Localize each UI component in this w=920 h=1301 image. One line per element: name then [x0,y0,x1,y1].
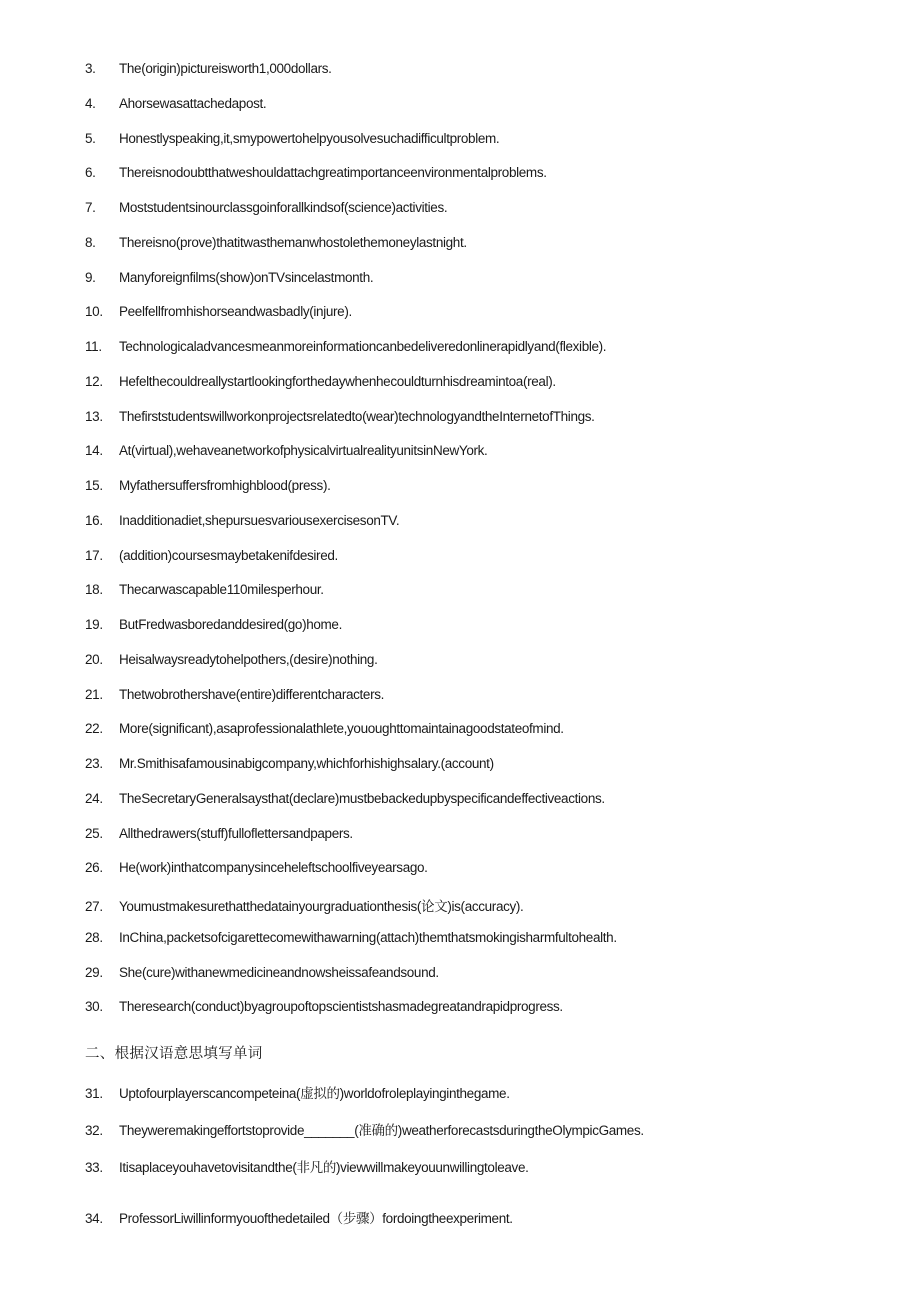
exercise-text: The(origin)pictureisworth1,000dollars. [119,61,332,76]
exercise-item [85,200,447,215]
exercise-text: Thereisno(prove)thatitwasthemanwhostolethemoneylastnight. [119,234,467,250]
exercise-text: Youmustmakesurethatthedatainyourgraduationthesis(论文)is(accuracy). [119,899,524,914]
exercise-number: 16. [85,512,103,528]
exercise-text: Myfathersuffersfromhighblood(press). [119,478,331,493]
exercise-item [85,687,384,702]
exercise-item [85,617,342,632]
exercise-number: 29. [85,964,103,980]
exercise-text: At(virtual),wehaveanetworkofphysicalvirtualrealityunitsinNewYork. [119,443,488,459]
exercise-number: 15. [85,478,103,493]
exercise-text: Itisaplaceyouhavetovisitandthe(非凡的)viewwillmakeyouunwillingtoleave. [119,1160,529,1175]
exercise-text: Hefelthecouldreallystartlookingforthedaywhenhecouldturnhisdreamintoa(real). [119,373,556,389]
exercise-text: Ahorsewasattachedapost. [119,95,267,111]
exercise-item [85,409,595,424]
exercise-number: 13. [85,408,103,424]
exercise-number: 33. [85,1160,103,1175]
exercise-number: 12. [85,373,103,389]
exercise-item [85,652,378,667]
exercise-item [85,582,324,597]
exercise-number: 24. [85,790,103,806]
exercise-item [85,339,606,354]
exercise-item [85,61,332,76]
exercise-number: 20. [85,651,103,667]
exercise-text: (addition)coursesmaybetakenifdesired. [119,547,338,563]
exercise-item [85,304,352,319]
exercise-item [85,1207,513,1227]
exercise-text: TheSecretaryGeneralsaysthat(declare)mustbebackedupbyspecificandeffectiveactions. [119,790,605,806]
section-heading: 二、根据汉语意思填写单词 [85,1046,263,1062]
exercise-text: Theresearch(conduct)byagroupoftopscientistshasmadegreatandrapidprogress. [119,999,563,1015]
exercise-text: Theyweremakingeffortstoprovide_______(准确的)weatherforecastsduringtheOlympicGames. [119,1123,644,1138]
exercise-item [85,999,563,1014]
exercise-text: Honestlyspeaking,it,smypowertohelpyousolvesuchadifficultproblem. [119,130,500,146]
exercise-text: Manyforeignfilms(show)onTVsincelastmonth. [119,269,374,285]
exercise-number: 10. [85,304,103,320]
exercise-text: InChina,packetsofcigarettecomewithawarning(attach)themthatsmokingisharmfultohealth. [119,929,617,945]
exercise-number: 19. [85,617,103,632]
exercise-item [85,478,331,493]
exercise-item [85,235,467,250]
exercise-number: 11. [85,339,102,354]
exercise-number: 23. [85,756,103,771]
exercise-text: Moststudentsinourclassgoinforallkindsof(science)activities. [119,200,448,215]
exercise-number: 3. [85,61,96,76]
exercise-number: 18. [85,582,103,598]
exercise-item [85,756,494,771]
exercise-text: Allthedrawers(stuff)fulloflettersandpapers. [119,825,353,841]
exercise-text: Peelfellfromhishorseandwasbadly(injure). [119,304,352,320]
exercise-number: 14. [85,443,103,459]
exercise-item [85,930,617,945]
exercise-text: Inadditionadiet,shepursuesvariousexercisesonTV. [119,512,400,528]
exercise-number: 22. [85,721,103,737]
exercise-text: Technologicaladvancesmeanmoreinformationcanbedeliveredonlinerapidlyand(flexible). [119,339,607,354]
exercise-item [85,96,266,111]
exercise-number: 34. [85,1211,103,1226]
exercise-item [85,860,428,875]
exercise-text: Thefirststudentswillworkonprojectsrelatedto(wear)technologyandtheInternetofThings. [119,408,595,424]
exercise-number: 21. [85,686,103,702]
exercise-item [85,270,373,285]
exercise-item [85,721,564,736]
exercise-item [85,895,523,915]
exercise-text: She(cure)withanewmedicineandnowsheissafeandsound. [119,964,439,980]
exercise-text: Mr.Smithisafamousinabigcompany,whichforhishighsalary.(account) [119,756,494,771]
exercise-text: Thereisnodoubtthatweshouldattachgreatimportanceenvironmentalproblems. [119,165,547,181]
exercise-item [85,443,487,458]
exercise-item [85,513,399,528]
exercise-item [85,1156,529,1176]
exercise-item [85,374,556,389]
exercise-text: He(work)inthatcompanysinceheleftschoolfiveyearsago. [119,860,428,876]
exercise-number: 26. [85,860,103,876]
exercise-number: 9. [85,269,96,285]
exercise-number: 5. [85,130,96,146]
exercise-number: 28. [85,929,103,945]
exercise-number: 8. [85,234,96,250]
exercise-number: 17. [85,547,103,563]
exercise-number: 31. [85,1086,103,1101]
exercise-item [85,1119,644,1139]
exercise-number: 6. [85,165,96,181]
exercise-item [85,131,499,146]
exercise-number: 7. [85,200,96,215]
exercise-number: 25. [85,825,103,841]
exercise-text: Thetwobrothershave(entire)differentcharacters. [119,686,385,702]
exercise-number: 30. [85,999,103,1015]
exercise-text: ButFredwasboredanddesired(go)home. [119,617,342,632]
exercise-item [85,965,439,980]
exercise-text: Uptofourplayerscancompeteina(虚拟的)worldofroleplayinginthegame. [119,1086,510,1101]
exercise-item [85,165,547,180]
exercise-text: More(significant),asaprofessionalathlete,yououghttomaintainagoodstateofmind. [119,721,564,737]
exercise-number: 4. [85,95,96,111]
exercise-number: 32. [85,1123,103,1138]
exercise-text: Thecarwascapable110milesperhour. [119,582,324,598]
exercise-item [85,548,338,563]
exercise-item [85,1082,510,1102]
exercise-number: 27. [85,899,103,914]
exercise-item [85,826,353,841]
exercise-item [85,791,605,806]
exercise-text: Heisalwaysreadytohelpothers,(desire)nothing. [119,651,378,667]
exercise-text: ProfessorLiwillinformyouofthedetailed（步骤）fordoingtheexperiment. [119,1211,513,1226]
